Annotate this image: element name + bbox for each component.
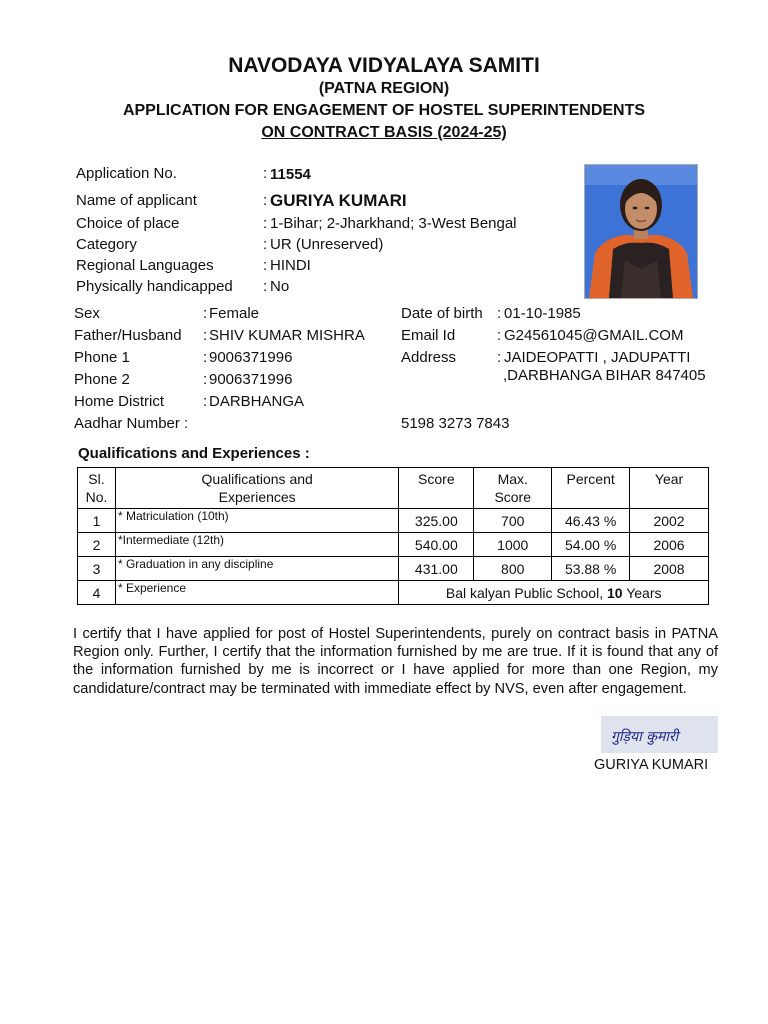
father-label: Father/Husband bbox=[74, 327, 182, 344]
languages-label: Regional Languages bbox=[76, 257, 214, 274]
dob-value: 01-10-1985 bbox=[504, 305, 581, 322]
person-photo-icon bbox=[585, 165, 697, 298]
colon: : bbox=[497, 327, 502, 344]
row-year: 2006 bbox=[630, 533, 709, 557]
choice-value: 1-Bihar; 2-Jharkhand; 3-West Bengal bbox=[270, 215, 517, 232]
colon: : bbox=[203, 349, 208, 366]
row-score: 325.00 bbox=[399, 509, 474, 533]
colon: : bbox=[497, 305, 502, 322]
experience-row bbox=[78, 581, 709, 605]
row-year: 2008 bbox=[630, 557, 709, 581]
table-row bbox=[78, 557, 709, 581]
qualifications-heading: Qualifications and Experiences : bbox=[78, 445, 310, 462]
district-value: DARBHANGA bbox=[209, 393, 305, 410]
phone2-value: 9006371996 bbox=[209, 371, 293, 388]
row-max-score: 1000 bbox=[474, 533, 552, 557]
aadhar-value: 5198 3273 7843 bbox=[401, 415, 510, 432]
region-title: (PATNA REGION) bbox=[318, 80, 450, 97]
name-value: GURIYA KUMARI bbox=[270, 191, 407, 210]
row-max-score: 800 bbox=[474, 557, 552, 581]
signature-icon bbox=[601, 716, 718, 753]
languages-value: HINDI bbox=[270, 257, 311, 274]
phone2-label: Phone 2 bbox=[74, 371, 130, 388]
row-percent: 54.00 % bbox=[552, 533, 630, 557]
application-no-value: 11554 bbox=[270, 166, 311, 183]
table-header-row bbox=[78, 468, 709, 509]
row-sl: 1 bbox=[78, 509, 116, 533]
colon: : bbox=[203, 371, 208, 388]
row-score: 540.00 bbox=[399, 533, 474, 557]
application-no-label: Application No. bbox=[76, 165, 177, 182]
father-value: SHIV KUMAR MISHRA bbox=[209, 327, 365, 344]
row-year: 2002 bbox=[630, 509, 709, 533]
application-title: APPLICATION FOR ENGAGEMENT OF HOSTEL SUPERINTENDENTS bbox=[122, 102, 646, 119]
choice-label: Choice of place bbox=[76, 215, 180, 232]
col-score: Score bbox=[399, 468, 474, 509]
district-label: Home District bbox=[74, 393, 165, 410]
email-value: G24561045@GMAIL.COM bbox=[504, 327, 684, 344]
certification-text: I certify that I have applied for post of Hostel Superintendents, purely on contract basis in PATNA Region only. Further, I certify that the information furnished by me are true. If it is found that any of the information furnished by me is incorrect or I have applied for more than one Region, my candidature/contract may be terminated with immediate effect by NVS, even after engagement. bbox=[73, 626, 718, 697]
col-year: Year bbox=[630, 468, 709, 509]
table-row bbox=[78, 533, 709, 557]
category-label: Category bbox=[76, 236, 137, 253]
colon: : bbox=[263, 215, 268, 232]
address-line2: ,DARBHANGA BIHAR 847405 bbox=[503, 367, 706, 384]
row-sl: 2 bbox=[78, 533, 116, 557]
col-percent: Percent bbox=[552, 468, 630, 509]
address-label: Address bbox=[401, 349, 457, 366]
handicapped-label: Physically handicapped bbox=[76, 278, 233, 295]
svg-text:गुड़िया कुमारी: गुड़िया कुमारी bbox=[611, 729, 679, 745]
col-qualification: Qualifications and Experiences bbox=[115, 468, 398, 509]
colon: : bbox=[203, 327, 208, 344]
row-max-score: 700 bbox=[474, 509, 552, 533]
sex-label: Sex bbox=[74, 305, 100, 322]
colon: : bbox=[263, 192, 268, 209]
colon: : bbox=[263, 165, 268, 182]
table-row bbox=[78, 509, 709, 533]
colon: : bbox=[203, 393, 208, 410]
experience-detail: Bal kalyan Public School, 10 Years bbox=[399, 581, 709, 605]
phone1-value: 9006371996 bbox=[209, 349, 293, 366]
address-line1: JAIDEOPATTI , JADUPATTI bbox=[504, 349, 691, 366]
row-qualification: * Matriculation (10th) bbox=[115, 509, 398, 533]
signature-image bbox=[601, 716, 718, 753]
row-sl: 4 bbox=[78, 581, 116, 605]
col-sl: Sl. No. bbox=[78, 468, 116, 509]
org-title: NAVODAYA VIDYALAYA SAMITI bbox=[228, 54, 540, 77]
sex-value: Female bbox=[209, 305, 260, 322]
email-label: Email Id bbox=[401, 327, 456, 344]
colon: : bbox=[203, 305, 208, 322]
applicant-photo bbox=[584, 164, 698, 299]
col-max-score: Max. Score bbox=[474, 468, 552, 509]
category-value: UR (Unreserved) bbox=[270, 236, 384, 253]
row-sl: 3 bbox=[78, 557, 116, 581]
row-percent: 53.88 % bbox=[552, 557, 630, 581]
row-score: 431.00 bbox=[399, 557, 474, 581]
row-qualification: *Intermediate (12th) bbox=[115, 533, 398, 557]
row-qualification: * Experience bbox=[115, 581, 398, 605]
handicapped-value: No bbox=[270, 278, 290, 295]
qualifications-table bbox=[77, 467, 709, 605]
name-label: Name of applicant bbox=[76, 192, 197, 209]
dob-label: Date of birth bbox=[401, 305, 483, 322]
row-qualification: * Graduation in any discipline bbox=[115, 557, 398, 581]
colon: : bbox=[497, 349, 502, 366]
colon: : bbox=[263, 278, 268, 295]
phone1-label: Phone 1 bbox=[74, 349, 130, 366]
aadhar-label: Aadhar Number : bbox=[74, 415, 189, 432]
colon: : bbox=[263, 236, 268, 253]
colon: : bbox=[263, 257, 268, 274]
application-subtitle: ON CONTRACT BASIS (2024-25) bbox=[261, 124, 507, 141]
signature-name: GURIYA KUMARI bbox=[594, 757, 709, 773]
row-percent: 46.43 % bbox=[552, 509, 630, 533]
